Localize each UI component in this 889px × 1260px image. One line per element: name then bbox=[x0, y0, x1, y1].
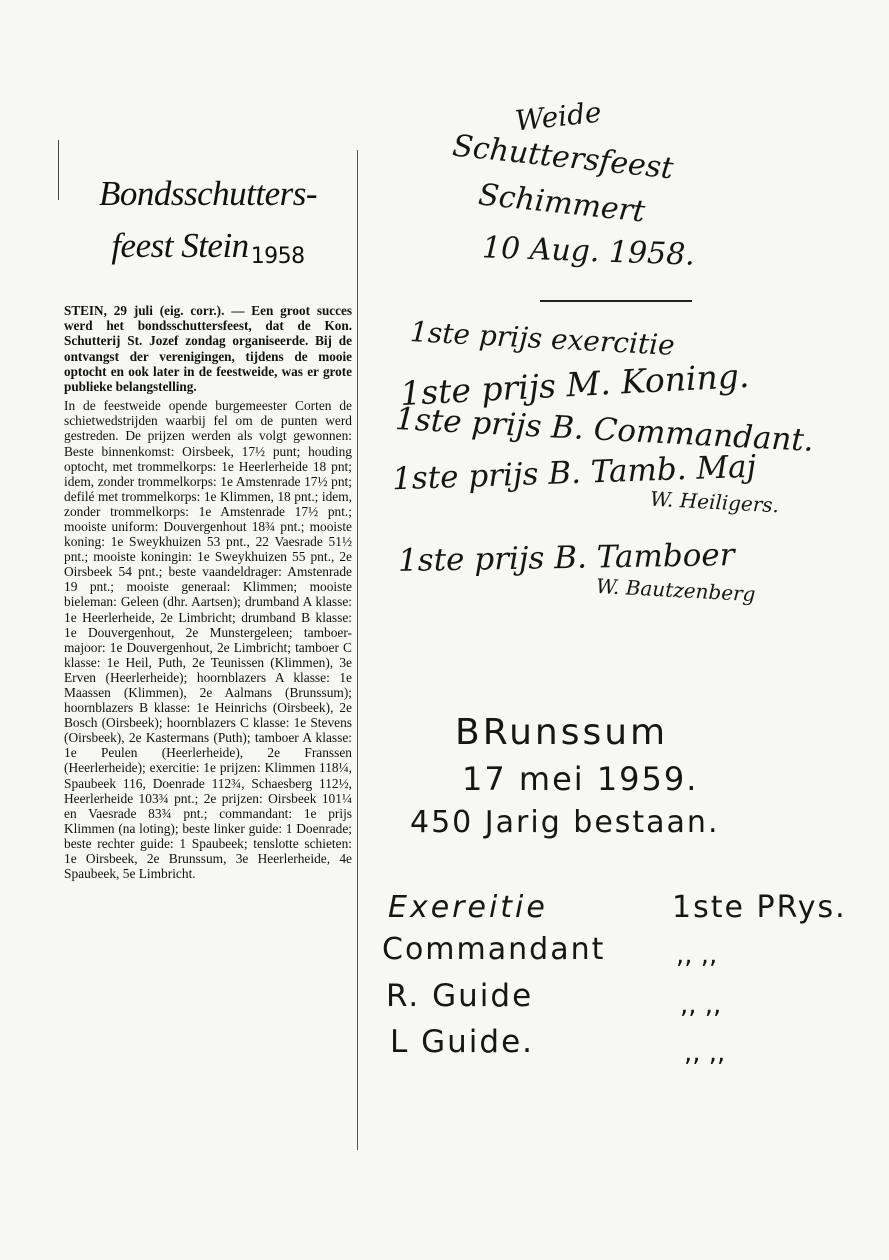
headline-line-2: feest Stein bbox=[111, 226, 249, 265]
handwriting-prize-tamboer: 1ste prijs B. Tamboer bbox=[397, 537, 735, 579]
clipping-right-edge bbox=[357, 150, 358, 1150]
handwriting-result-label-exercitie: Exereitie bbox=[388, 890, 548, 925]
handwriting-result-label-commandant: Commandant bbox=[382, 932, 606, 967]
clipping-headline bbox=[58, 168, 358, 283]
handwriting-weide: Weide bbox=[513, 95, 604, 138]
handwriting-schuttersfeest: Schuttersfeest bbox=[450, 128, 675, 187]
handwriting-result-value-r-guide: ,, ,, bbox=[680, 990, 722, 1020]
handwriting-name-heiligers: W. Heiligers. bbox=[649, 486, 780, 518]
handwriting-prize-koning: 1ste prijs M. Koning. bbox=[399, 355, 751, 414]
handwriting-prize-exercitie: 1ste prijs exercitie bbox=[409, 315, 676, 362]
handwriting-date-1959: 17 mei 1959. bbox=[462, 760, 699, 798]
handwriting-result-label-r-guide: R. Guide bbox=[386, 978, 534, 1014]
handwriting-name-bautzenberg: W. Bautzenberg bbox=[595, 573, 757, 607]
article-lede: STEIN, 29 juli (eig. corr.). — Een groot succes werd het bondsschuttersfeest, dat de Kon. Schutterij St. Jozef zondag organiseerde. Bij de ontvangst der verenigingen, tijdens de mooie optocht en ook later in de feestweide, was er grote publieke belangstelling. bbox=[64, 303, 352, 395]
handwriting-prize-tamb-maj: 1ste prijs B. Tamb. Maj bbox=[391, 448, 757, 498]
headline-line-1: Bondsschutters- bbox=[98, 174, 318, 213]
handwriting-prize-commandant: 1ste prijs B. Commandant. bbox=[394, 401, 815, 459]
handwriting-result-value-commandant: ,, ,, bbox=[676, 940, 718, 970]
handwriting-result-value-l-guide: ,, ,, bbox=[684, 1038, 726, 1068]
article-body: In de feestweide opende burgemeester Corten de schietwedstrijden waarbij fel om de punten werd gestreden. De prijzen werden als volgt gewonnen: Beste binnenkomst: Oirsbeek, 17½ punt; houding optocht, met trommelkorps: 1e Heerlerheide 18 pnt; idem, zonder trommelkorps: 1e Amstenrade 17½ pnt; defilé met trommelkorps: 1e Klimmen, 18 pnt.; idem, zonder trommelkorps: 1e Amstenrade 17½ pnt.; mooiste uniform: Douvergenhout 18¾ pnt.; mooiste koning: 1e Sweykhuizen 53 pnt., 22 Vaesrade 51½ pnt.; mooiste koningin: 1e Sweykhuizen 55 pnt., 2e Oirsbeek 54 pnt.; beste vaandeldrager: Amstenrade 19 pnt.; mooiste generaal: Klimmen; mooiste bieleman: Geleen (dhr. Aartsen); drumband A klasse: 1e Heerlerheide, 2e Limbricht; drumband B klasse: 1e Douvergenhout, 2e Munstergeleen; tamboer-majoor: 1e Douvergenhout, 2e Limbricht; tamboer C klasse: 1e Heil, Puth, 2e Teunissen (Klimmen), 3e Erven (Heerlerheide); hoornblazers A klasse: 1e Maassen (Klimmen), 2e Aalmans (Brunssum); hoornblazers B klasse: 1e Heinrichs (Oirsbeek), 2e Bosch (Oirsbeek); hoornblazers C klasse: 1e Stevens (Oirsbeek), 2e Kastermans (Puth); tamboer A klasse: 1e Peulen (Heerlerheide), 2e Franssen (Heerlerheide); exercitie: 1e prijzen: Klimmen 118¼, Spaubeek 116, Doenrade 112¾, Schaesberg 112½, Heerlerheide 103¾ pnt.; 2e prijzen: Oirsbeek 101¼ en Vaesrade 83¾ pnt.; commandant: 1e prijs Klimmen (na loting); beste linker guide: 1 Doenrade; beste rechter guide: 1 Spaubeek; tenslotte schieten: 1e Oirsbeek, 2e Brunssum, 3e Heerlerheide, 4e Spaubeek, 5e Limbricht. bbox=[64, 398, 352, 882]
handwriting-result-value-exercitie: 1ste PRys. bbox=[672, 890, 847, 925]
handwriting-brunssum: BRunssum bbox=[455, 712, 669, 753]
handwriting-separator bbox=[540, 300, 692, 302]
handwriting-jarig-bestaan: 450 Jarig bestaan. bbox=[410, 805, 720, 840]
headline-year: 1958 bbox=[250, 244, 305, 269]
handwriting-date-1958: 10 Aug. 1958. bbox=[481, 230, 696, 273]
handwriting-schimmert: Schimmert bbox=[476, 177, 647, 230]
newspaper-clipping bbox=[58, 140, 358, 1150]
clipping-left-edge bbox=[58, 140, 59, 200]
handwriting-result-label-l-guide: L Guide. bbox=[390, 1024, 535, 1060]
